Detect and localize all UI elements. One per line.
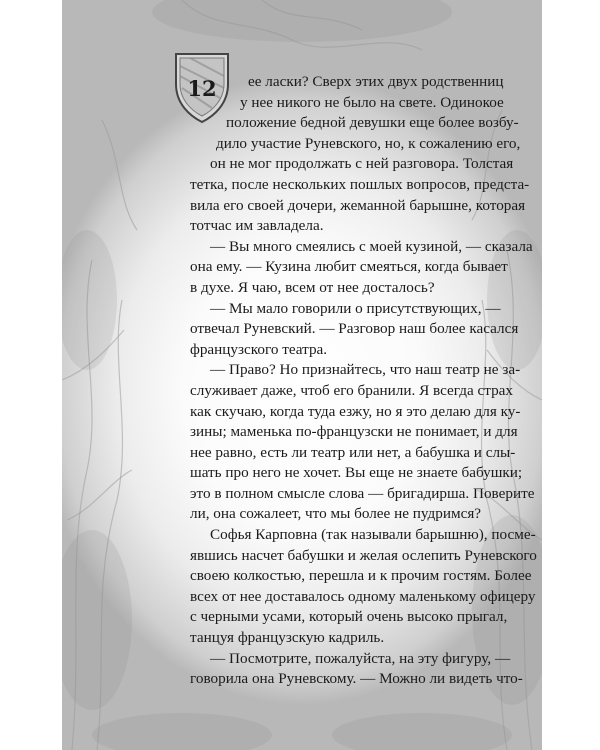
text-line: явшись насчет бабушки и желая ослепить Руневского (190, 546, 537, 564)
text-line: служивает даже, чтоб его бранили. Я всегда страх (190, 381, 514, 399)
text-line: у нее никого не было на свете. Одинокое (240, 93, 504, 111)
text-line: — Мы мало говорили о присутствующих, — (210, 299, 501, 317)
text-line: всех от нее доставалось одному маленькому офицеру (190, 587, 536, 605)
text-line: Софья Карповна (так называли барышню), посме- (210, 526, 536, 544)
text-line: отвечал Руневский. — Разговор наш более касался (190, 320, 519, 338)
text-line: — Вы много смеялись с моей кузиной, — сказала (210, 237, 533, 255)
text-line: танцуя французскую кадриль. (190, 629, 385, 647)
text-line: говорила она Руневскому. — Можно ли видеть что- (190, 670, 523, 688)
text-line: ее ласки? Сверх этих двух родственниц (248, 73, 504, 90)
text-line: вила его своей дочери, жеманной барышне, которая (190, 196, 526, 214)
text-line: шать про него не хочет. Вы еще не знаете бабушки; (190, 464, 523, 482)
text-line: французского театра. (190, 340, 328, 358)
text-line: тетка, после нескольких пошлых вопросов, предста- (190, 175, 530, 193)
text-line: — Право? Но признайтесь, что наш театр не за- (210, 361, 521, 379)
book-page (62, 0, 542, 750)
text-line: дило участие Руневского, но, к сожалению его, (216, 134, 521, 152)
text-line: это в полном смысле слова — бригадирша. Поверите (190, 484, 535, 502)
text-line: — Посмотрите, пожалуйста, на эту фигуру, — (210, 649, 511, 667)
page-number: 12 (187, 76, 217, 101)
text-line: положение бедной девушки еще более возбу- (226, 114, 519, 132)
text-line: с черными усами, который очень высоко прыгал, (190, 608, 508, 626)
text-line: в духе. Я чаю, всем от нее досталось? (190, 278, 435, 296)
text-line: она ему. — Кузина любит смеяться, когда бывает (190, 258, 508, 276)
text-line: как скучаю, когда туда езжу, но я это делаю для ку- (190, 402, 521, 420)
text-line: своею колкостью, перешла и к прочим гостям. Более (190, 567, 532, 585)
text-line: он не мог продолжать с ней разговора. Толстая (210, 155, 514, 173)
text-line: тотчас им завладела. (190, 217, 324, 235)
text-line: зины; маменька по-французски не понимает, и для (190, 423, 518, 441)
text-line: ли, она сожалеет, что мы более не пудримся? (190, 505, 482, 523)
text-line: нее равно, есть ли театр или нет, а бабушка и слы- (190, 443, 516, 461)
page-text (190, 72, 537, 690)
